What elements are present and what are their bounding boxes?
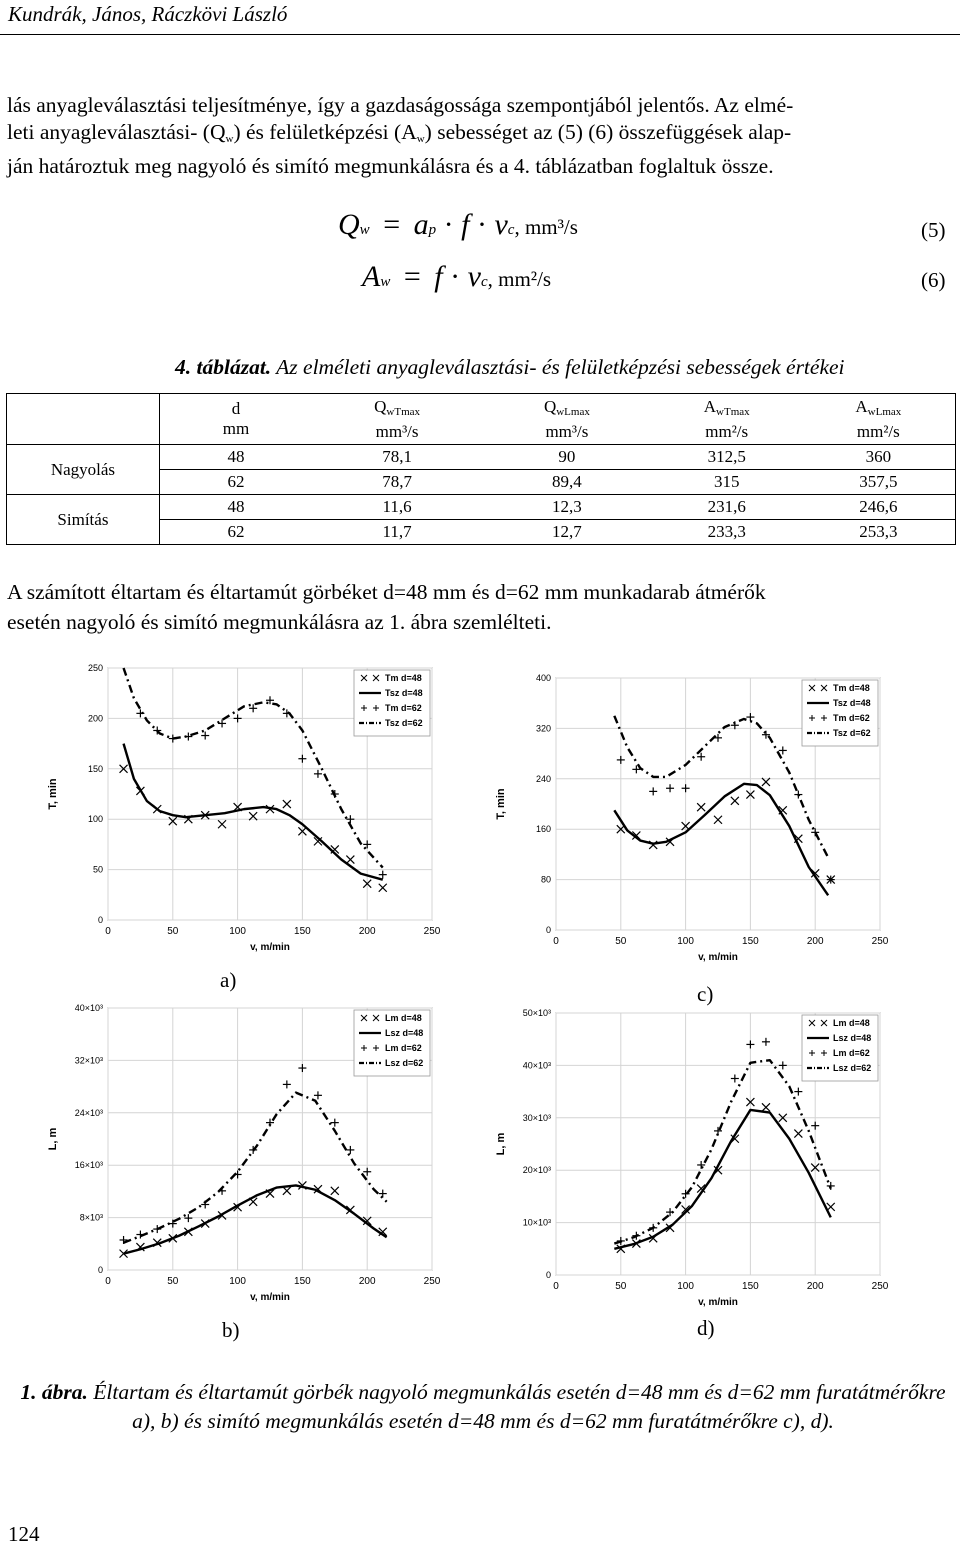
table-cell: 360 (865, 447, 892, 466)
y-tick-label: 10×10³ (522, 1217, 551, 1228)
x-tick-label: 100 (677, 1281, 694, 1292)
x-tick-label: 100 (229, 1276, 246, 1287)
table-4 (6, 393, 956, 545)
table-cell: 312,5 (707, 447, 746, 466)
paragraph-2-line-1: A számított éltartam és éltartamút görbéket d=48 mm és d=62 mm munkadarab átmérők (7, 580, 766, 604)
x-tick-label: 200 (806, 936, 824, 947)
chart-a (42, 660, 442, 960)
table-row (7, 445, 956, 470)
y-tick-label: 400 (535, 673, 551, 683)
table-cell: 48 (227, 447, 245, 466)
table-cell: 78,1 (382, 447, 412, 466)
y-tick-label: 0 (545, 925, 551, 935)
paragraph-1 (7, 92, 957, 180)
equation-5-number: (5) (921, 218, 946, 242)
legend-label: Lm d=48 (833, 1018, 870, 1028)
chart-b (42, 1000, 442, 1310)
x-tick-label: 100 (229, 926, 246, 937)
table-group-nagyolas: Nagyolás (7, 445, 160, 495)
table-caption: 4. táblázat. Az elméleti anyagleválasztási- és felületképzési sebességek értékei (175, 355, 845, 379)
table-cell: 90 (558, 447, 576, 466)
equation-6-number: (6) (921, 268, 946, 292)
x-tick-label: 0 (553, 1281, 559, 1292)
table-header-row (7, 394, 956, 445)
x-tick-label: 150 (742, 936, 759, 947)
header-rule (0, 34, 960, 35)
sublabel-c: c) (697, 982, 714, 1006)
x-tick-label: 200 (358, 926, 376, 937)
y-tick-label: 200 (87, 713, 103, 724)
legend-label: Tm d=48 (833, 683, 870, 693)
y-tick-label: 20×10³ (522, 1165, 551, 1176)
legend-label: Lsz d=48 (833, 1033, 872, 1043)
legend-label: Tsz d=48 (385, 688, 423, 698)
y-tick-label: 320 (535, 723, 551, 734)
x-tick-label: 50 (615, 1281, 627, 1292)
x-tick-label: 150 (742, 1281, 759, 1292)
y-tick-label: 150 (87, 763, 103, 774)
equation-5: Qw = ap · f · vc, mm³/s (338, 208, 578, 241)
table-cell: 89,4 (552, 472, 582, 491)
legend-label: Tm d=48 (385, 673, 422, 683)
y-tick-label: 32×10³ (74, 1055, 103, 1066)
sublabel-d: d) (697, 1316, 715, 1340)
x-tick-label: 0 (553, 936, 559, 947)
y-axis-label: T, min (47, 778, 59, 810)
table-header-d: d mm (222, 399, 250, 438)
paragraph-1-line-2: leti anyagleválasztási- $(Q_w)$ és felületképzési $(A_w)$ sebességet az (5) (6) összefüggések alap- (7, 120, 792, 145)
running-head: Kundrák, János, Ráczkövi László (8, 2, 288, 26)
y-tick-label: 160 (535, 824, 551, 835)
page-number: 124 (8, 1522, 40, 1546)
table-row (7, 495, 956, 520)
y-tick-label: 30×10³ (522, 1112, 551, 1123)
legend-label: Lm d=62 (833, 1048, 870, 1058)
table-header-qwtmax: $Q_{wTmax}$ mm³/s (374, 396, 421, 441)
table-group-simitas: Simítás (7, 495, 160, 545)
legend-label: Tsz d=62 (385, 718, 423, 728)
x-tick-label: 250 (871, 1281, 889, 1292)
y-tick-label: 250 (87, 663, 103, 673)
table-cell: 48 (227, 497, 245, 516)
table-corner (7, 394, 160, 445)
x-tick-label: 200 (806, 1281, 824, 1292)
y-tick-label: 40×10³ (74, 1003, 103, 1013)
y-tick-label: 100 (87, 814, 103, 825)
table-cell: 62 (227, 522, 245, 541)
y-tick-label: 240 (535, 773, 551, 784)
x-tick-label: 50 (167, 926, 179, 937)
x-axis-label: v, m/min (250, 942, 290, 953)
table-cell: 246,6 (859, 497, 898, 516)
x-axis-label: v, m/min (250, 1292, 290, 1303)
y-tick-label: 0 (545, 1270, 551, 1280)
y-tick-label: 8×10³ (79, 1212, 103, 1223)
table-cell: 11,7 (382, 522, 412, 541)
y-tick-label: 80 (540, 874, 551, 885)
table-cell: 231,6 (707, 497, 746, 516)
paragraph-1-line-1: lás anyagleválasztási teljesítménye, így a gazdaságossága szempontjából jelentős. Az elmé- (7, 93, 794, 117)
x-tick-label: 250 (871, 936, 889, 947)
x-tick-label: 250 (423, 926, 441, 937)
y-tick-label: 40×10³ (522, 1060, 551, 1071)
x-tick-label: 0 (105, 926, 111, 937)
table-cell: 78,7 (382, 472, 412, 491)
legend-label: Lsz d=62 (385, 1058, 424, 1068)
legend-label: Lsz d=48 (385, 1028, 424, 1038)
table-header-awlmax: $A_{wLmax}$ mm²/s (855, 396, 902, 441)
table-header-awtmax: $A_{wTmax}$ mm²/s (703, 396, 750, 441)
y-tick-label: 16×10³ (74, 1160, 103, 1171)
x-tick-label: 50 (615, 936, 627, 947)
x-tick-label: 200 (358, 1276, 376, 1287)
table-cell: 62 (227, 472, 245, 491)
legend-label: Tm d=62 (833, 713, 870, 723)
legend-label: Lm d=48 (385, 1013, 422, 1023)
y-tick-label: 0 (97, 915, 103, 925)
x-tick-label: 0 (105, 1276, 111, 1287)
x-tick-label: 150 (294, 926, 311, 937)
legend-label: Lsz d=62 (833, 1063, 872, 1073)
sublabel-a: a) (220, 968, 237, 992)
paragraph-1-line-3: ján határoztuk meg nagyoló és simító megmunkálásra és a 4. táblázatban foglaltuk össze. (7, 154, 774, 178)
legend-label: Tsz d=48 (833, 698, 871, 708)
x-tick-label: 150 (294, 1276, 311, 1287)
x-axis-label: v, m/min (698, 952, 738, 963)
paragraph-2-line-2: esetén nagyoló és simító megmunkálásra az 1. ábra szemlélteti. (7, 610, 552, 634)
table-cell: 233,3 (707, 522, 746, 541)
y-axis-label: L, m (495, 1132, 507, 1156)
table-cell: 12,3 (552, 497, 582, 516)
legend-label: Tm d=62 (385, 703, 422, 713)
y-axis-label: L, m (47, 1127, 59, 1151)
table-cell: 11,6 (382, 497, 412, 516)
table-cell: 253,3 (859, 522, 898, 541)
y-tick-label: 24×10³ (74, 1107, 103, 1118)
y-tick-label: 50×10³ (522, 1008, 551, 1018)
y-tick-label: 0 (97, 1265, 103, 1275)
table-cell: 12,7 (552, 522, 582, 541)
y-tick-label: 50 (92, 864, 103, 875)
legend-label: Tsz d=62 (833, 728, 871, 738)
chart-c (490, 670, 890, 970)
legend-label: Lm d=62 (385, 1043, 422, 1053)
y-axis-label: T, min (495, 788, 507, 820)
figure-caption: 1. ábra. Éltartam és éltartamút görbék nagyoló megmunkálás esetén d=48 mm és d=62 mm furatátmérőkre a), b) és simító megmunkálás esetén d=48 mm és d=62 mm furatátmérőkre c), d). (20, 1380, 946, 1433)
table-cell: 357,5 (859, 472, 898, 491)
equation-6: Aw = f · vc, mm²/s (362, 260, 552, 293)
paragraph-2 (7, 577, 957, 637)
x-tick-label: 100 (677, 936, 694, 947)
x-tick-label: 50 (167, 1276, 179, 1287)
sublabel-b: b) (222, 1318, 240, 1342)
x-tick-label: 250 (423, 1276, 441, 1287)
table-cell: 315 (713, 472, 740, 491)
x-axis-label: v, m/min (698, 1297, 738, 1308)
table-header-qwlmax: $Q_{wLmax}$ mm³/s (543, 396, 590, 441)
chart-d (490, 1005, 890, 1315)
